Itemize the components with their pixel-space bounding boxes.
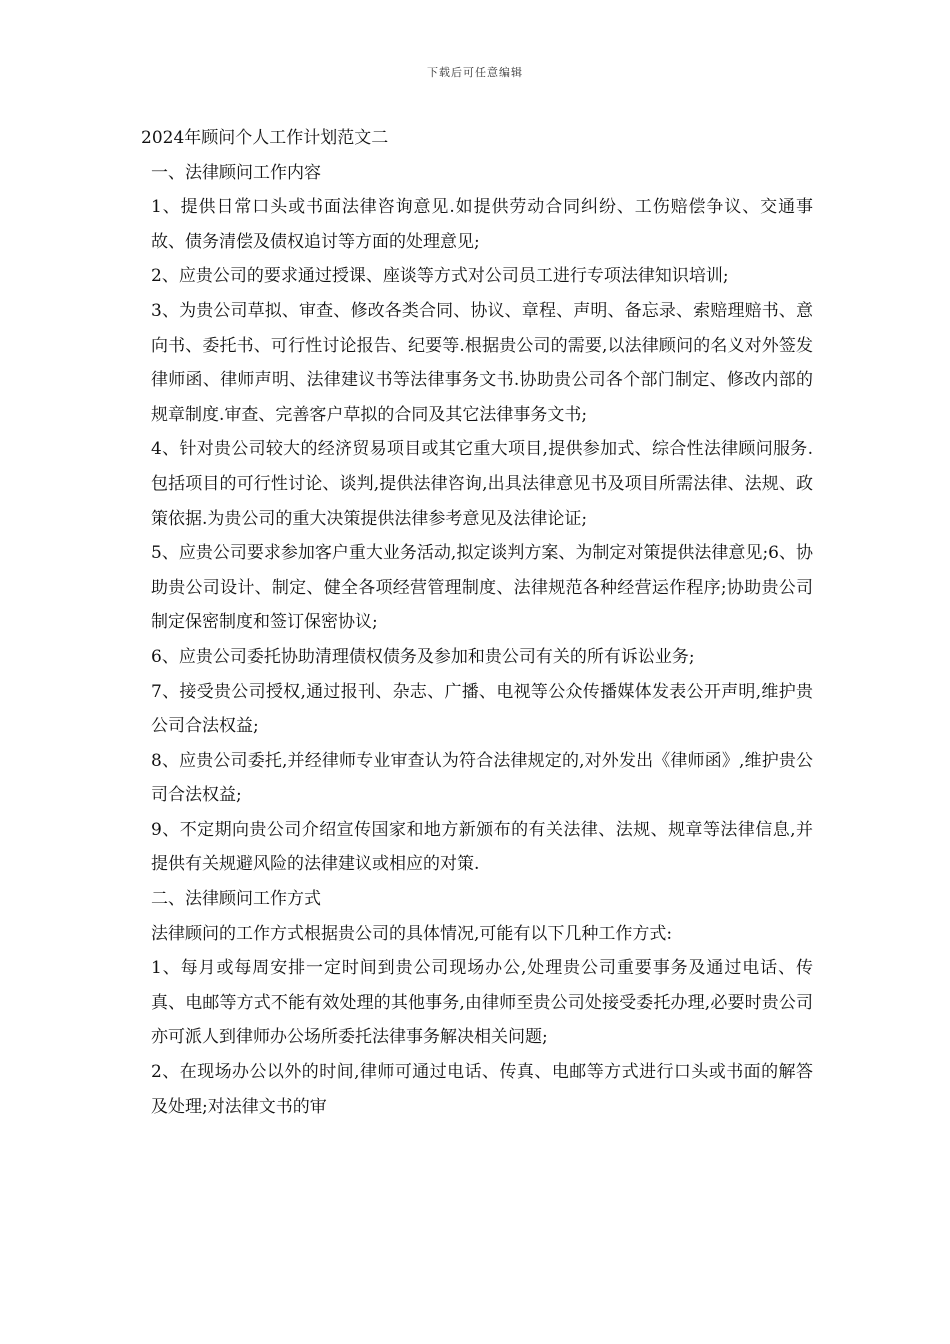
paragraph: 3、为贵公司草拟、审查、修改各类合同、协议、章程、声明、备忘录、索赔理赔书、意向书、委托书、可行性讨论报告、纪要等.根据贵公司的需要,以法律顾问的名义对外签发律师函、律师声明、法律建议书等法律事务文书.协助贵公司各个部门制定、修改内部的规章制度.审查、完善客户草拟的合同及其它法律事务文书; <box>151 300 813 425</box>
paragraph: 6、应贵公司委托协助清理债权债务及参加和贵公司有关的所有诉讼业务; <box>151 646 695 667</box>
paragraph: 1、提供日常口头或书面法律咨询意见.如提供劳动合同纠纷、工伤赔偿争议、交通事故、债务清偿及债权追讨等方面的处理意见; <box>151 197 813 252</box>
header-note: 下载后可任意编辑 <box>427 66 523 79</box>
document-title: 2024年顾问个人工作计划范文二 <box>141 128 389 148</box>
paragraph: 2、在现场办公以外的时间,律师可通过电话、传真、电邮等方式进行口头或书面的解答及处理;对法律文书的审 <box>151 1062 813 1117</box>
paragraph: 4、针对贵公司较大的经济贸易项目或其它重大项目,提供参加式、综合性法律顾问服务.包括项目的可行性讨论、谈判,提供法律咨询,出具法律意见书及项目所需法律、法规、政策依据.为贵公司的重大决策提供法律参考意见及法律论证; <box>151 439 813 529</box>
paragraph: 8、应贵公司委托,并经律师专业审查认为符合法律规定的,对外发出《律师函》,维护贵公司合法权益; <box>151 750 813 806</box>
paragraph: 2、应贵公司的要求通过授课、座谈等方式对公司员工进行专项法律知识培训; <box>151 266 729 287</box>
paragraph: 9、不定期向贵公司介绍宣传国家和地方新颁布的有关法律、法规、规章等法律信息,并提供有关规避风险的法律建议或相应的对策. <box>151 819 813 875</box>
paragraph: 5、应贵公司要求参加客户重大业务活动,拟定谈判方案、为制定对策提供法律意见;6、协助贵公司设计、制定、健全各项经营管理制度、法律规范各种经营运作程序;协助贵公司制定保密制度和签订保密协议; <box>151 543 813 633</box>
paragraph: 1、每月或每周安排一定时间到贵公司现场办公,处理贵公司重要事务及通过电话、传真、电邮等方式不能有效处理的其他事务,由律师至贵公司处接受委托办理,必要时贵公司亦可派人到律师办公场所委托法律事务解决相关问题; <box>151 958 813 1048</box>
paragraph: 7、接受贵公司授权,通过报刊、杂志、广播、电视等公众传播媒体发表公开声明,维护贵公司合法权益; <box>151 681 813 737</box>
document-body <box>141 121 813 1124</box>
paragraph: 法律顾问的工作方式根据贵公司的具体情况,可能有以下几种工作方式: <box>151 923 673 944</box>
section-heading: 二、法律顾问工作方式 <box>151 889 321 910</box>
section-heading: 一、法律顾问工作内容 <box>151 162 321 183</box>
